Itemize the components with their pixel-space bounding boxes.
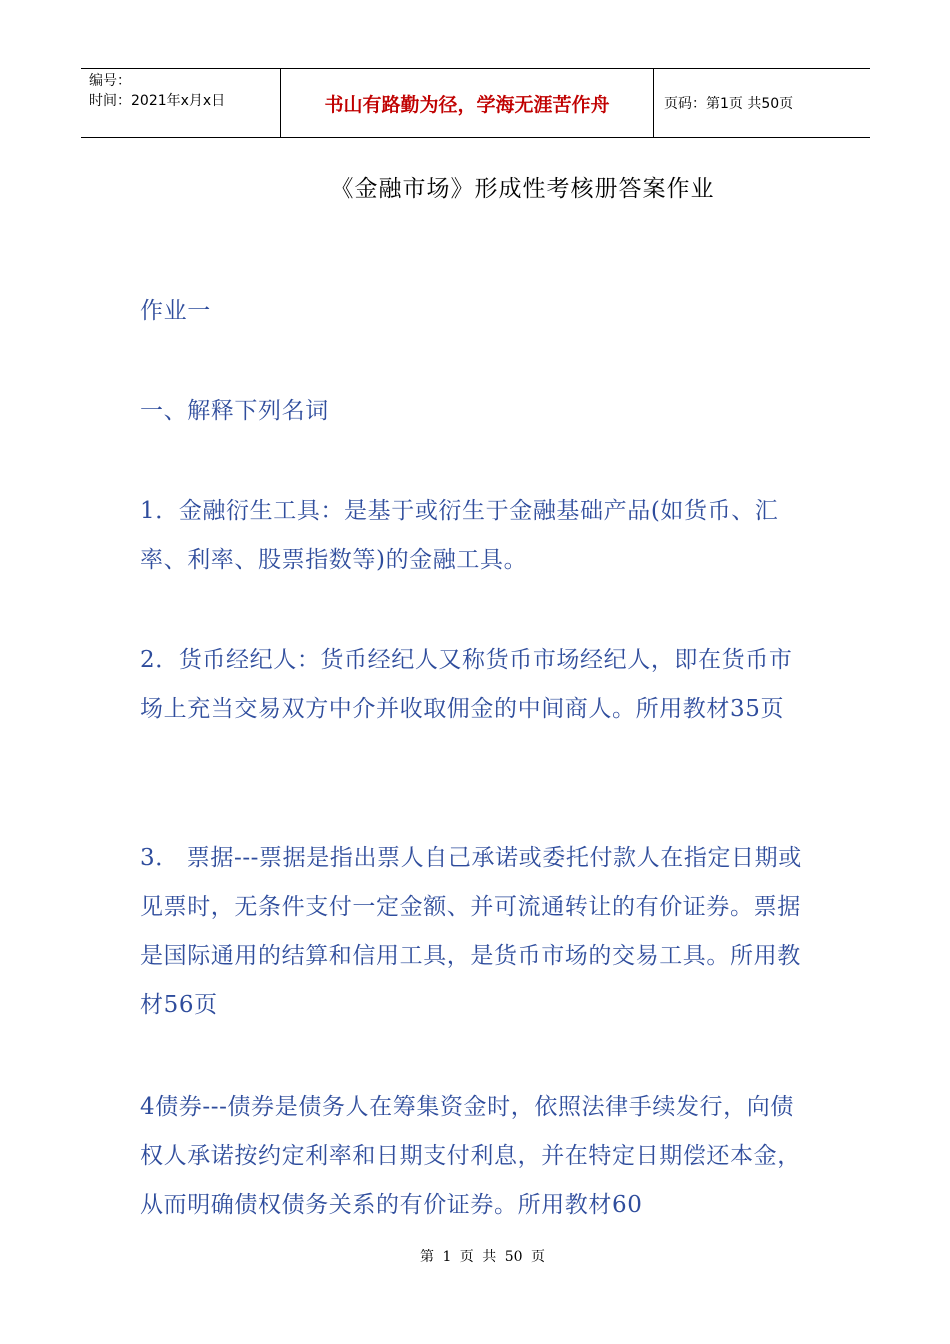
definition-text: 1．金融衍生工具：是基于或衍生于金融基础产品(如货币、汇率、利率、股票指数等)的金融工具。 (140, 498, 779, 573)
document-number-label: 编号： (89, 73, 131, 89)
page-header (81, 68, 870, 138)
section-title: 作业一 (140, 298, 211, 324)
page-footer: 第 1 页 共 50 页 (420, 1249, 545, 1265)
document-title: 《金融市场》形成性考核册答案作业 (330, 176, 715, 202)
header-left-cell (81, 69, 281, 137)
subsection-title: 一、解释下列名词 (140, 398, 329, 424)
definition-item (140, 1083, 812, 1230)
definition-item (140, 487, 812, 585)
definition-item (140, 834, 812, 1030)
header-page-info: 页码：第1页 共50页 (664, 96, 794, 112)
definition-item (140, 636, 812, 734)
definition-text: 4债券---债券是债务人在筹集资金时，依照法律手续发行，向债权人承诺按约定利率和日期支付利息，并在特定日期偿还本金，从而明确债权债务关系的有价证券。所用教材60 (140, 1094, 801, 1218)
definition-text: 2．货币经纪人：货币经纪人又称货币市场经纪人，即在货币市场上充当交易双方中介并收取佣金的中间商人。所用教材35页 (140, 647, 793, 722)
document-time-label: 时间：2021年x月x日 (89, 93, 226, 109)
header-motto: 书山有路勤为径，学海无涯苦作舟 (281, 69, 654, 137)
definition-text: 3． 票据---票据是指出票人自己承诺或委托付款人在指定日期或见票时，无条件支付一定金额、并可流通转让的有价证券。票据是国际通用的结算和信用工具，是货币市场的交易工具。所用教材56页 (140, 845, 802, 1018)
